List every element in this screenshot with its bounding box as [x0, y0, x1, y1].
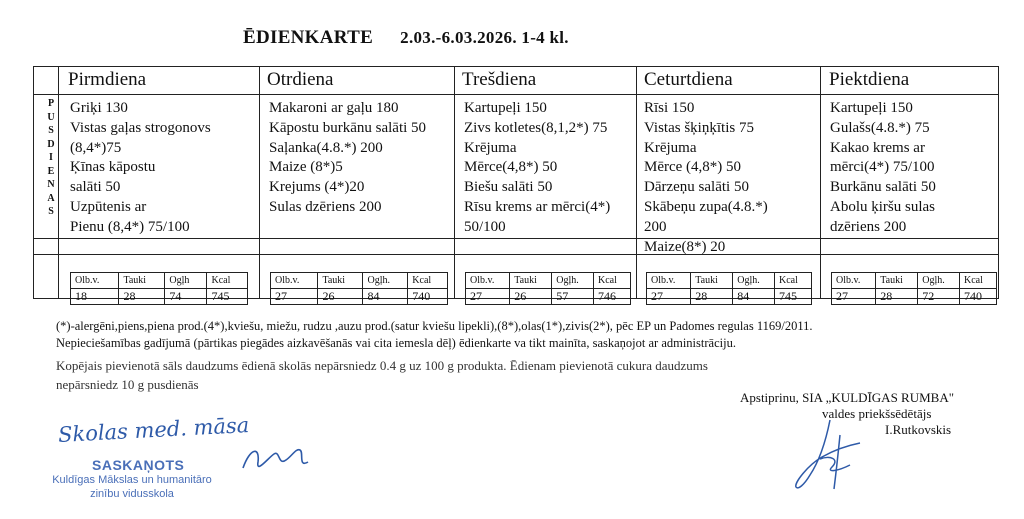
- nutrition-table-thursday: Olb.v. Tauki Ogļh. Kcal 27 28 84 745: [646, 272, 812, 305]
- list-item: salāti 50: [70, 179, 121, 196]
- list-item: dzēriens 200: [830, 218, 907, 235]
- day-items-friday: [830, 99, 936, 238]
- day-items-monday: [70, 99, 211, 238]
- list-item: Maize(8*) 20: [644, 238, 726, 255]
- approval-name: I.Rutkovskis: [885, 422, 952, 437]
- list-item: Rīsu krems ar mērci(4*): [464, 198, 611, 215]
- list-item: Griķi 130: [70, 100, 128, 116]
- list-item: Mērce(4,8*) 50: [464, 159, 558, 176]
- day-items-wednesday: [464, 99, 610, 238]
- list-item: Burkānu salāti 50: [830, 179, 936, 196]
- list-item: Pienu (8,4*) 75/100: [70, 218, 190, 235]
- day-header-wednesday: Trešdiena: [462, 69, 537, 90]
- column-divider: [454, 67, 455, 298]
- list-item: Biešu salāti 50: [464, 179, 553, 196]
- list-item: Kartupeļi 150: [464, 100, 547, 116]
- list-item: Maize (8*)5: [269, 159, 343, 176]
- list-item: (8,4*)75: [70, 139, 122, 156]
- row-divider: [34, 254, 998, 255]
- list-item: Mērce (4,8*) 50: [644, 159, 742, 176]
- day-items-tuesday: [269, 99, 426, 218]
- list-item: Krējuma: [644, 139, 697, 156]
- list-item: Rīsi 150: [644, 100, 695, 116]
- nutrition-table-monday: Olb.v. Tauki Ogļh Kcal 18 28 74 745: [70, 272, 248, 305]
- list-item: 50/100: [464, 218, 506, 235]
- list-item: Dārzeņu salāti 50: [644, 179, 749, 196]
- day-header-friday: Piektdiena: [829, 69, 910, 90]
- list-item: Sulas dzēriens 200: [269, 198, 382, 215]
- list-item: Ķīnas kāpostu: [70, 159, 156, 176]
- salt-note-line: Kopējais pievienotā sāls daudzums ēdienā skolās nepārsniedz 0.4 g uz 100 g produkta. Ēdienam pievienotā cukura daudzums: [56, 358, 708, 373]
- day-header-tuesday: Otrdiena: [267, 69, 334, 90]
- footnote-allergens: (*)-alergēni,piens,piena prod.(4*),kviešu, miežu, rudzu ,auzu prod.(satur kviešu lipekli),(8*),olas(1*),zivis(2*), pēc EP un Padomes regulas 1169/2011.: [56, 319, 813, 333]
- column-divider: [820, 67, 821, 298]
- title-text: ĒDIENKARTE: [243, 27, 374, 48]
- list-item: Skābeņu zupa(4.8.*): [644, 198, 768, 215]
- list-item: Vistas šķiņķītis 75: [644, 119, 754, 136]
- row-divider: [34, 94, 998, 95]
- day-header-monday: Pirmdiena: [68, 69, 147, 90]
- approval-position: valdes priekšsēdētājs: [822, 406, 932, 421]
- column-divider: [58, 67, 59, 298]
- list-item: mērci(4*) 75/100: [830, 159, 935, 176]
- director-signature-icon: [790, 415, 870, 495]
- nurse-signature-icon: [238, 440, 318, 480]
- nutrition-table-wednesday: Olb.v. Tauki Ogļh. Kcal 27 26 57 746: [465, 272, 631, 305]
- list-item: Uzpūtenis ar: [70, 198, 147, 215]
- allergen-footnotes: [56, 318, 813, 352]
- list-item: Vistas gaļas strogonovs: [70, 119, 211, 136]
- salt-note-line: nepārsniedz 10 g pusdienās: [56, 377, 199, 392]
- row-divider: [34, 238, 998, 239]
- day-items-thursday: [644, 99, 768, 257]
- footnote-changes: Nepieciešamības gadījumā (pārtikas piegādes aizkavēšanās vai cita iemesla dēļ) ēdienkarte va tikt mainīta, saskaņojot ar administrāciju.: [56, 336, 736, 350]
- nutrition-table-tuesday: Olb.v. Tauki Ogļh. Kcal 27 26 84 740: [270, 272, 448, 305]
- list-item: Kartupeļi 150: [830, 100, 913, 116]
- nutrition-table-friday: Olb.v. Tauki Ogļh. Kcal 27 28 72 740: [831, 272, 997, 305]
- list-item: Zivs kotletes(8,1,2*) 75: [464, 119, 608, 136]
- list-item: Krējuma: [464, 139, 517, 156]
- stamp-line: Kuldīgas Mākslas un humanitāro: [52, 474, 212, 486]
- menu-title: [243, 27, 569, 49]
- list-item: Abolu ķiršu sulas: [830, 198, 935, 215]
- salt-sugar-note: [56, 356, 708, 394]
- column-divider: [636, 67, 637, 298]
- column-divider: [259, 67, 260, 298]
- list-item: Saļanka(4.8.*) 200: [269, 139, 383, 156]
- list-item: Makaroni ar gaļu 180: [269, 100, 399, 116]
- stamp-line: zinību vidusskola: [90, 488, 174, 500]
- stamp-title: SASKAŅOTS: [92, 457, 185, 473]
- list-item: Kakao krems ar: [830, 139, 925, 156]
- list-item: Gulašs(4.8.*) 75: [830, 119, 930, 136]
- stamp-school: [52, 473, 212, 501]
- handwritten-nurse-note: Skolas med. māsa: [57, 413, 250, 447]
- period-text: 2.03.-6.03.2026. 1-4 kl.: [400, 28, 569, 47]
- list-item: Kāpostu burkānu salāti 50: [269, 119, 427, 136]
- side-label-pusdienas: P U S D I E N A S: [47, 98, 55, 217]
- list-item: 200: [644, 218, 667, 235]
- list-item: Krejums (4*)20: [269, 179, 365, 196]
- day-header-thursday: Ceturtdiena: [644, 69, 733, 90]
- menu-table: [33, 66, 999, 303]
- approval-line: Apstiprinu, SIA „KULDĪGAS RUMBA": [740, 390, 955, 405]
